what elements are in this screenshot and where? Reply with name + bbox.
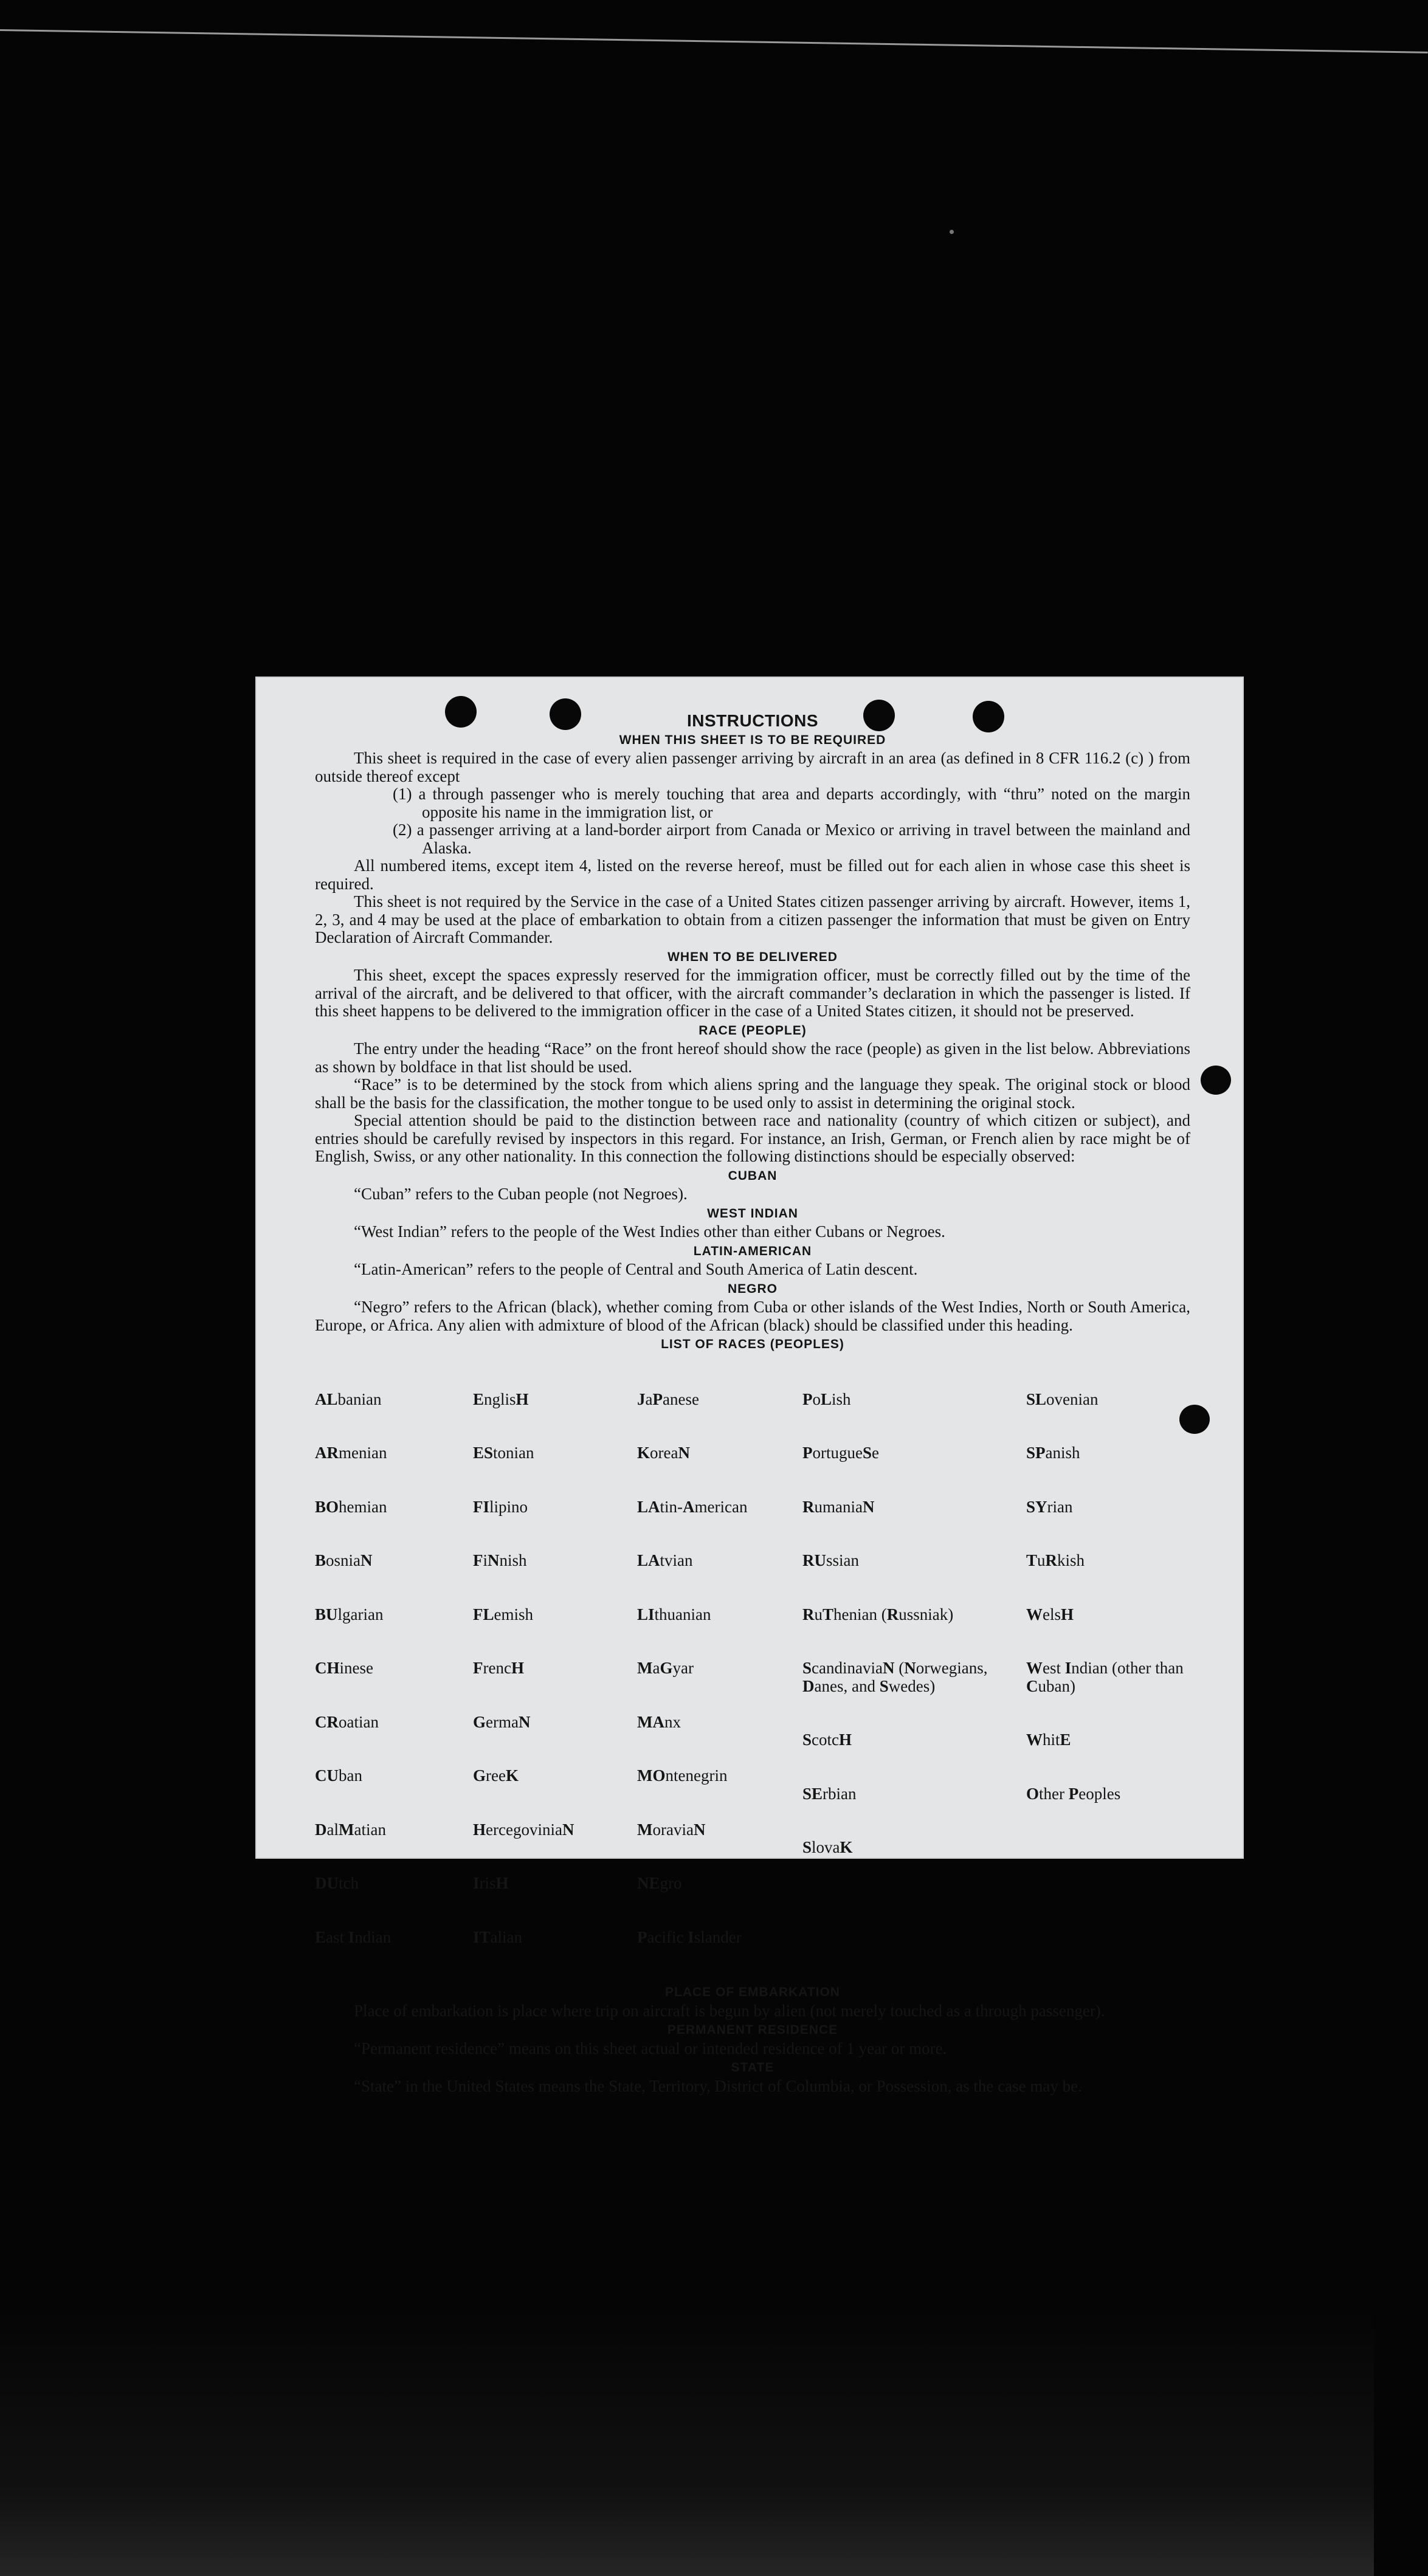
races-column-2 bbox=[473, 1355, 637, 1983]
scan-glare bbox=[0, 2310, 1374, 2576]
section-heading-state: STATE bbox=[731, 2061, 774, 2075]
punch-hole bbox=[1201, 1066, 1231, 1095]
list-item: LAtvian bbox=[637, 1551, 693, 1569]
list-item: (1) a through passenger who is merely touching that area and departs accordingly, with “thru” noted on the margin opposite his name in the immigration list, or bbox=[393, 785, 1190, 821]
list-item: BOhemian bbox=[315, 1497, 387, 1516]
list-item: SErbian bbox=[802, 1784, 857, 1803]
list-item: MAnx bbox=[637, 1712, 681, 1731]
paragraph: “Race” is to be determined by the stock from which aliens spring and the language they speak. The original stock or blood shall be the basis for the classification, the mother tongue to be used only to assist in determining the original stock. bbox=[315, 1075, 1190, 1112]
list-item: EStonian bbox=[473, 1444, 534, 1462]
list-item: BUlgarian bbox=[315, 1605, 384, 1624]
section-heading-race: RACE (PEOPLE) bbox=[698, 1023, 807, 1038]
list-item: DalMatian bbox=[315, 1820, 386, 1839]
list-item: (2) a passenger arriving at a land-border airport from Canada or Mexico or arriving in travel between the mainland and Alaska. bbox=[393, 821, 1190, 857]
list-item: LAtin-American bbox=[637, 1497, 748, 1516]
paragraph: This sheet is required in the case of every alien passenger arriving by aircraft in an area (as defined in 8 CFR 116.2 (c) ) from outside thereof except bbox=[315, 749, 1190, 785]
section-heading-required: WHEN THIS SHEET IS TO BE REQUIRED bbox=[619, 732, 886, 747]
list-item: ALbanian bbox=[315, 1390, 382, 1408]
paragraph: “State” in the United States means the State, Territory, District of Columbia, or Possession, as the case may be. bbox=[354, 2076, 1082, 2095]
paragraph: This sheet is not required by the Service in the case of a United States citizen passenger arriving by aircraft. However, items 1, 2, 3, and 4 may be used at the place of embarkation to obtain from a citizen passenger the information that must be given on Entry Declaration of Aircraft Commander. bbox=[315, 892, 1190, 946]
list-item: DUtch bbox=[315, 1874, 359, 1892]
list-item: SlovaK bbox=[802, 1838, 853, 1856]
page-title: INSTRUCTIONS bbox=[687, 711, 818, 730]
list-item: CRoatian bbox=[315, 1712, 379, 1731]
paragraph: This sheet, except the spaces expressly reserved for the immigration officer, must be correctly filled out by the time of the arrival of the aircraft, and be delivered to that officer, with the aircraft commander’s declaration in which the passenger is listed. If this sheet happens to be delivered to the immigration officer in the case of a United States citizen, it should not be preserved. bbox=[315, 966, 1190, 1020]
list-item: KoreaN bbox=[637, 1444, 690, 1462]
paragraph: “Latin-American” refers to the people of Central and South America of Latin descent. bbox=[354, 1260, 918, 1278]
instruction-sheet bbox=[255, 677, 1244, 2095]
list-item: Pacific Islander bbox=[637, 1927, 742, 1946]
list-item: ITalian bbox=[473, 1927, 523, 1946]
list-item: WhitE bbox=[1026, 1731, 1071, 1749]
list-item: MoraviaN bbox=[637, 1820, 706, 1839]
paragraph: “Cuban” refers to the Cuban people (not Negroes). bbox=[354, 1185, 688, 1203]
races-column-3 bbox=[637, 1355, 802, 1983]
paragraph: All numbered items, except item 4, listed on the reverse hereof, must be filled out for each alien in whose case this sheet is required. bbox=[315, 856, 1190, 893]
list-item: RuThenian (Russniak) bbox=[802, 1605, 954, 1624]
list-item: JaPanese bbox=[637, 1390, 699, 1408]
list-item: SPanish bbox=[1026, 1444, 1080, 1462]
list-item: FIlipino bbox=[473, 1497, 528, 1516]
paragraph: Special attention should be paid to the distinction between race and nationality (country of which citizen or subject), and entries should be carefully revised by inspectors in this regard. For instance, an Irish, German, or French alien by race might be of English, Swiss, or any other nationality. In this connection the following distinctions should be especially observed: bbox=[315, 1111, 1190, 1165]
list-item: FiNnish bbox=[473, 1551, 527, 1569]
paragraph: The entry under the heading “Race” on the front hereof should show the race (people) as given in the list below. Abbreviations as shown by boldface in that list should be used. bbox=[315, 1039, 1190, 1076]
list-item: EnglisH bbox=[473, 1390, 529, 1408]
section-heading-latin-american: LATIN-AMERICAN bbox=[693, 1244, 812, 1258]
list-item: FrencH bbox=[473, 1659, 524, 1677]
list-item: GreeK bbox=[473, 1766, 519, 1785]
races-column-1 bbox=[315, 1355, 473, 1983]
list-item: NEgro bbox=[637, 1874, 682, 1892]
paragraph: “West Indian” refers to the people of the West Indies other than either Cubans or Negroes. bbox=[354, 1222, 945, 1241]
section-heading-list-of-races: LIST OF RACES (PEOPLES) bbox=[661, 1337, 844, 1351]
list-item: SYrian bbox=[1026, 1497, 1073, 1516]
list-item: TuRkish bbox=[1026, 1551, 1085, 1569]
dust-speck bbox=[950, 230, 954, 234]
list-item: ScandinaviaN (Norwegians, Danes, and Swedes) bbox=[802, 1659, 988, 1695]
list-item: FLemish bbox=[473, 1605, 534, 1624]
list-item: PortugueSe bbox=[802, 1444, 879, 1462]
paragraph: “Permanent residence” means on this sheet actual or intended residence of 1 year or more. bbox=[354, 2039, 947, 2058]
list-item: East Indian bbox=[315, 1927, 391, 1946]
section-heading-embarkation: PLACE OF EMBARKATION bbox=[665, 1985, 840, 1999]
list-item: CUban bbox=[315, 1766, 362, 1785]
races-column-5 bbox=[1026, 1355, 1190, 1983]
list-item: HercegoviniaN bbox=[473, 1820, 574, 1839]
list-item: BosniaN bbox=[315, 1551, 373, 1569]
list-item: RUssian bbox=[802, 1551, 859, 1569]
paragraph: “Negro” refers to the African (black), whether coming from Cuba or other islands of the West Indies, North or South America, Europe, or Africa. Any alien with admixture of blood of the African (black) should be classified under this heading. bbox=[315, 1298, 1190, 1334]
section-heading-residence: PERMANENT RESIDENCE bbox=[667, 2023, 838, 2037]
list-item: CHinese bbox=[315, 1659, 373, 1677]
races-list bbox=[315, 1355, 1190, 1983]
races-column-4 bbox=[802, 1355, 1026, 1983]
list-item: RumaniaN bbox=[802, 1497, 875, 1516]
list-item: Other Peoples bbox=[1026, 1784, 1121, 1803]
section-heading-negro: NEGRO bbox=[727, 1281, 778, 1296]
instructions-text bbox=[315, 712, 1190, 2095]
list-item: SLovenian bbox=[1026, 1390, 1099, 1408]
list-item: MaGyar bbox=[637, 1659, 694, 1677]
list-item: IrisH bbox=[473, 1874, 509, 1892]
list-item: GermaN bbox=[473, 1712, 531, 1731]
paragraph: Place of embarkation is place where trip on aircraft is begun by alien (not merely touched as a through passenger). bbox=[354, 2001, 1105, 2020]
list-item: PoLish bbox=[802, 1390, 851, 1408]
list-item: West Indian (other than Cuban) bbox=[1026, 1659, 1184, 1695]
section-heading-west-indian: WEST INDIAN bbox=[707, 1206, 798, 1221]
list-item: MOntenegrin bbox=[637, 1766, 728, 1785]
scan-edge-line bbox=[0, 29, 1428, 53]
list-item: ARmenian bbox=[315, 1444, 387, 1462]
list-item: ScotcH bbox=[802, 1731, 852, 1749]
list-item: LIthuanian bbox=[637, 1605, 711, 1624]
section-heading-delivered: WHEN TO BE DELIVERED bbox=[667, 949, 838, 964]
section-heading-cuban: CUBAN bbox=[728, 1168, 778, 1183]
list-item: WelsH bbox=[1026, 1605, 1074, 1624]
